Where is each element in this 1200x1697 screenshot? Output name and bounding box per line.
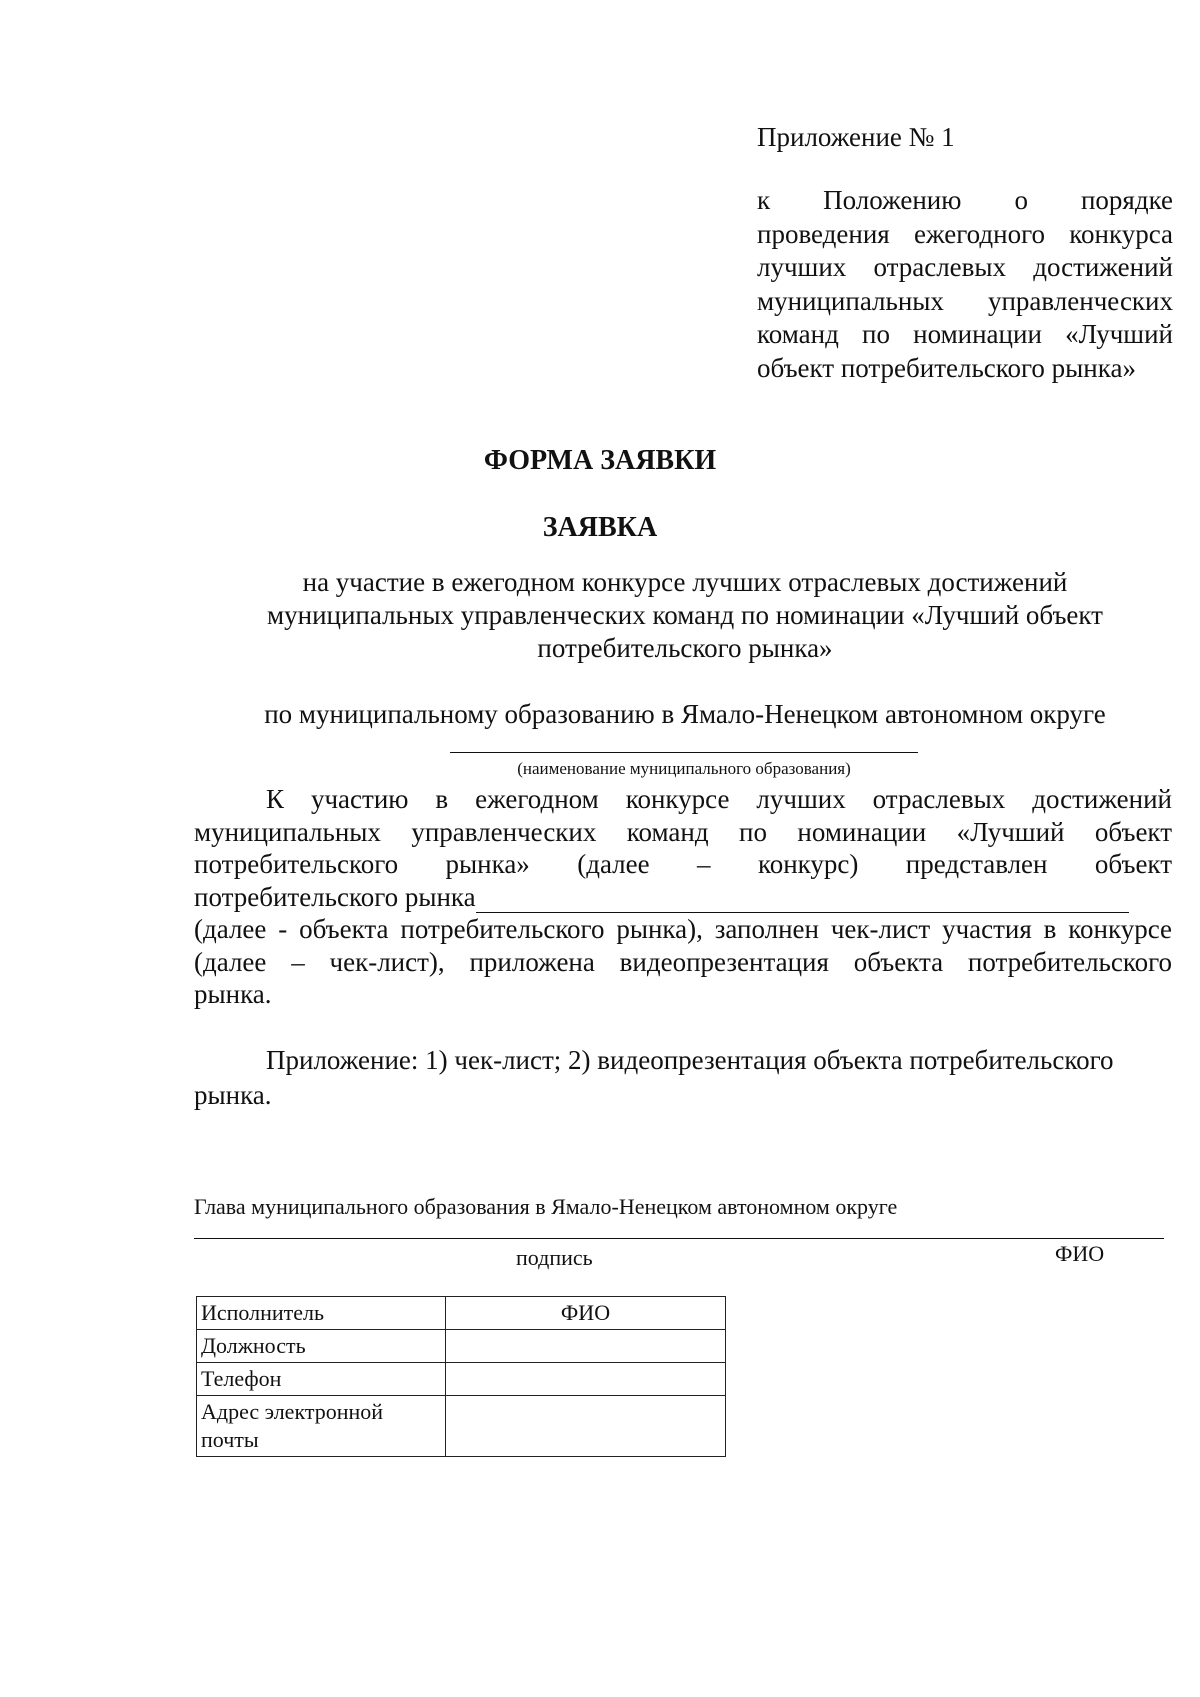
appendix-reference-line: муниципальных управленческих <box>757 285 1173 316</box>
municipal-line: по муниципальному образованию в Ямало-Ненецком автономном округе <box>264 699 1106 729</box>
body-line: К участию в ежегодном конкурсе лучших отраслевых достижений <box>266 784 1172 814</box>
head-label: Глава муниципального образования в Ямало-Ненецком автономном округе <box>194 1194 898 1219</box>
application-purpose <box>230 566 1140 665</box>
body-line: потребительского рынка» (далее – конкурс) представлен объект <box>194 849 1172 879</box>
appendix-reference <box>757 184 1173 385</box>
form-title: ФОРМА ЗАЯВКИ <box>483 445 717 476</box>
market-object-name-field[interactable] <box>476 886 1129 913</box>
municipality-name-caption: (наименование муниципального образования) <box>517 759 851 778</box>
table-row <box>197 1396 726 1457</box>
executor-table <box>196 1296 726 1457</box>
appendix-reference-line: команд по номинации «Лучший <box>757 319 1173 349</box>
table-cell-label: Должность <box>197 1330 446 1363</box>
appendix-reference-line: объект потребительского рынка» <box>757 352 1136 383</box>
appendix-reference-line: к Положению о порядке <box>757 185 1173 215</box>
appendix-reference-line: лучших отраслевых достижений <box>757 252 1173 282</box>
body-line: потребительского рынка <box>194 881 476 912</box>
attachment-line: рынка. <box>194 1080 272 1110</box>
purpose-line: на участие в ежегодном конкурсе лучших отраслевых достижений <box>302 567 1068 597</box>
attachment-note <box>194 1043 1172 1113</box>
name-caption: ФИО <box>1055 1241 1105 1266</box>
table-cell-value[interactable] <box>446 1363 726 1396</box>
purpose-line: потребительского рынка» <box>537 633 833 663</box>
application-body <box>194 783 1172 1011</box>
appendix-title: Приложение № 1 <box>757 122 955 152</box>
body-line: рынка. <box>194 979 272 1009</box>
table-cell-value[interactable] <box>446 1330 726 1363</box>
municipality-name-field[interactable] <box>450 752 918 753</box>
body-line: муниципальных управленческих команд по номинации «Лучший объект <box>194 816 1172 847</box>
table-cell-label: Исполнитель <box>197 1297 446 1330</box>
table-cell-label: Телефон <box>197 1363 446 1396</box>
table-cell-label: Адрес электронной почты <box>197 1396 446 1457</box>
table-row <box>197 1297 726 1330</box>
appendix-reference-line: проведения ежегодного конкурса <box>757 218 1173 249</box>
table-cell-value[interactable] <box>446 1396 726 1457</box>
table-row <box>197 1330 726 1363</box>
body-line-with-field <box>194 881 1172 914</box>
purpose-line: муниципальных управленческих команд по номинации «Лучший объект <box>267 600 1103 630</box>
table-row <box>197 1363 726 1396</box>
signature-caption: подпись <box>516 1245 593 1270</box>
table-cell-value: ФИО <box>446 1297 726 1330</box>
signature-field[interactable] <box>194 1238 1164 1239</box>
body-line: (далее – чек-лист), приложена видеопрезентация объекта потребительского <box>194 946 1172 977</box>
application-title: ЗАЯВКА <box>542 512 658 543</box>
attachment-line: Приложение: 1) чек-лист; 2) видеопрезентация объекта потребительского <box>266 1045 1114 1075</box>
body-line: (далее - объекта потребительского рынка), заполнен чек-лист участия в конкурсе <box>194 914 1172 944</box>
